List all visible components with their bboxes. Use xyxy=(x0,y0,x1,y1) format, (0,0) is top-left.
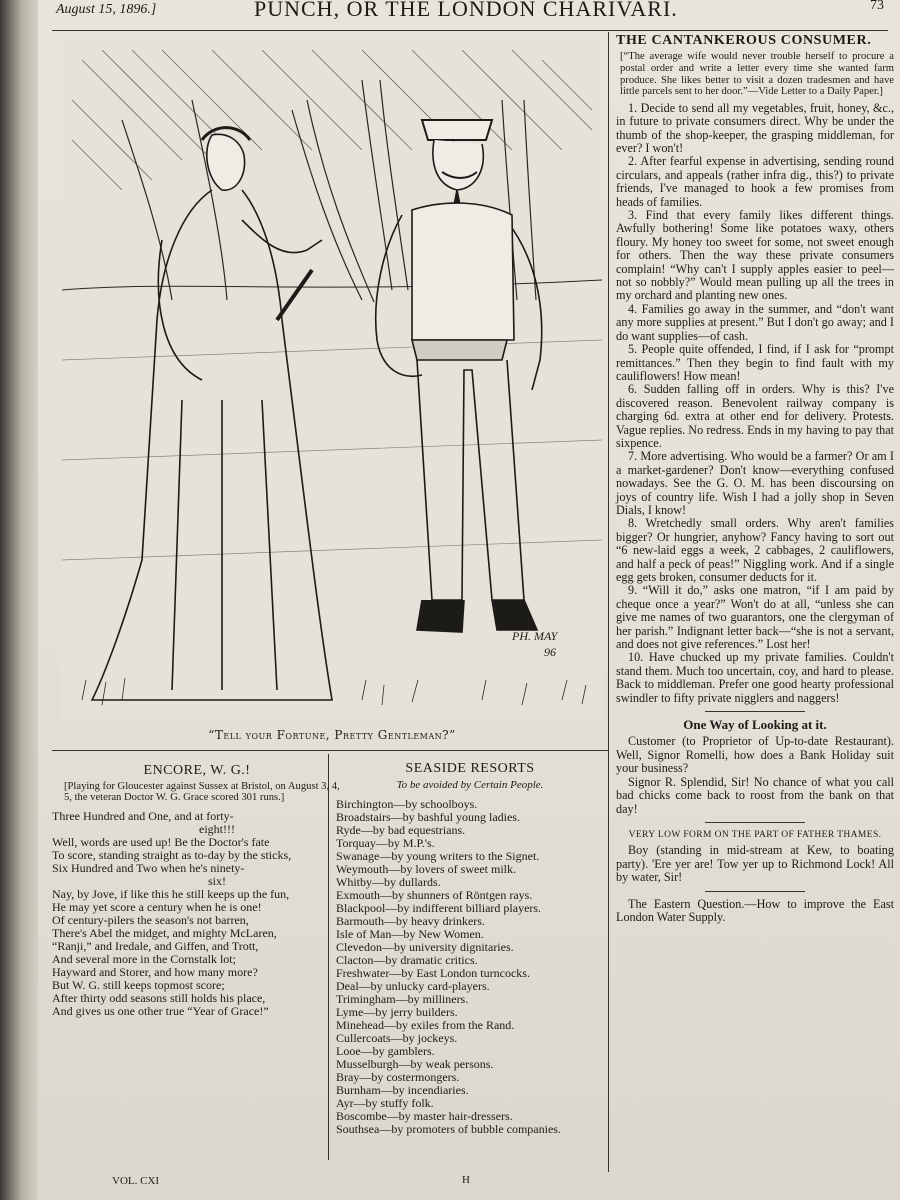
illustration-caption: “Tell your Fortune, Pretty Gentleman?” xyxy=(208,728,456,742)
consumer-paragraph: 4. Families go away in the summer, and “don't want any more supplies at present.” But I don't go away; and I do want supplies—of cash. xyxy=(616,301,894,343)
one-way-text-1: Customer (to Proprietor of Up-to-date Restaurant). Well, Signor Romelli, how does a Bank Holiday suit your business? xyxy=(616,734,894,776)
illustration-bottom-rule xyxy=(52,750,608,751)
poem-line: To score, standing straight as to-day by the sticks, xyxy=(52,847,292,862)
column-rule xyxy=(608,32,609,1172)
resort-item: Boscombe—by master hair-dressers. xyxy=(336,1109,513,1123)
poem-line: He may yet score a century when he is one! xyxy=(52,899,262,914)
resort-item: Isle of Man—by New Women. xyxy=(336,927,484,941)
poem-line: eight!!! xyxy=(199,821,235,836)
header-date: August 15, 1896.] xyxy=(56,2,157,17)
encore-poem xyxy=(52,764,342,1018)
resort-item: Broadstairs—by bashful young ladies. xyxy=(336,810,520,824)
consumer-paragraph: 5. People quite offended, I find, if I ask for “prompt remittances.” Then they begin to find fault with my cauliflowers! How mean! xyxy=(616,342,894,383)
cartoon-drawing xyxy=(62,40,602,720)
resort-item: Swanage—by young writers to the Signet. xyxy=(336,849,540,863)
seaside-title: SEASIDE RESORTS xyxy=(405,761,535,776)
thames-text: Boy (standing in mid-stream at Kew, to boating party). 'Ere yer are! Tow yer up to Richmond Lock! All by water, Sir! xyxy=(616,843,894,885)
poem-line: Six Hundred and Two when he's ninety- xyxy=(52,860,245,875)
resort-item: Looe—by gamblers. xyxy=(336,1044,435,1058)
section-divider xyxy=(705,822,805,823)
page-number: 73 xyxy=(870,0,884,13)
section-divider xyxy=(705,711,805,712)
consumer-paragraph: 7. More advertising. Who would be a farmer? Or am I a market-gardener? Don't know—everything confused nowadays. See the G. O. M. has been discoursing on joys of country life. Wish I had a jolly shop in Seven Dials, I know! xyxy=(616,449,894,517)
consumer-paragraph: 10. Have chucked up my private families. Couldn't stand them. Much too uncertain, coy, and hard to please. Back to middleman. Prefer one good hearty professional swindler to fifty private nigglers and naggers! xyxy=(616,650,894,705)
one-way-text-2: Signor R. Splendid, Sir! No chance of what you call bad chicks come back to roost from the bank on that day! xyxy=(616,774,894,816)
artist-signature: PH. MAY xyxy=(512,629,558,643)
poem-line: But W. G. still keeps topmost score; xyxy=(52,977,225,992)
resort-item: Clacton—by dramatic critics. xyxy=(336,953,478,967)
seaside-subtitle: To be avoided by Certain People. xyxy=(396,779,544,791)
resort-item: Weymouth—by lovers of sweet milk. xyxy=(336,862,517,876)
section-divider xyxy=(705,891,805,892)
resort-item: Cullercoats—by jockeys. xyxy=(336,1031,458,1045)
volume-label: VOL. CXI xyxy=(112,1175,160,1187)
poem-line: Well, words are used up! Be the Doctor's fate xyxy=(52,834,270,849)
poem-line: six! xyxy=(208,873,226,888)
poem-line: And gives us one other true “Year of Grace!” xyxy=(52,1003,269,1018)
page-header xyxy=(38,0,900,34)
resort-item: Blackpool—by indifferent billiard players. xyxy=(336,901,542,915)
svg-text:96: 96 xyxy=(544,645,556,659)
consumer-paragraph: 9. “Will it do,” asks one matron, “if I am paid by cheque once a year?” Won't do at all, “unless she can give me names of two guarantors, one the clergyman of her parish.” Indignant letter back—“she is not a servant, and does not give references.” Lost her! xyxy=(616,583,894,652)
resort-item: Ryde—by bad equestrians. xyxy=(336,823,466,837)
header-title: PUNCH, OR THE LONDON CHARIVARI. xyxy=(254,0,678,21)
consumer-paragraph: 2. After fearful expense in advertising, sending round circulars, and appeals (rather infra dig., this?) to private friends, I've managed to hook a few promises from heads of families. xyxy=(616,154,894,209)
poem-line: Hayward and Storer, and how many more? xyxy=(52,964,258,979)
one-way-title: One Way of Looking at it. xyxy=(683,717,827,733)
poem-line: Nay, by Jove, if like this he still keeps up the fun, xyxy=(52,886,290,901)
poem-line: After thirty odd seasons still holds his place, xyxy=(52,990,266,1005)
seaside-resorts xyxy=(334,762,606,1136)
page-footer xyxy=(38,1172,900,1192)
encore-intro: [Playing for Gloucester against Sussex at Bristol, on August 3, 4, 5, the veteran Doctor W. G. Grace scored 301 runs.] xyxy=(64,781,340,804)
poem-line: And several more in the Cornstalk lot; xyxy=(52,951,236,966)
consumer-paragraphs xyxy=(616,102,894,705)
consumer-paragraph: 1. Decide to send all my vegetables, fruit, honey, &c., in future to private consumers direct. Why be under the thumb of the shop-keeper, the grasping middleman, for ever? I won't! xyxy=(616,100,894,155)
poem-line: “Ranji,” and Iredale, and Giffen, and Trott, xyxy=(52,938,259,953)
resort-item: Freshwater—by East London turncocks. xyxy=(336,966,530,980)
encore-lines xyxy=(52,810,342,1018)
resort-item: Birchington—by schoolboys. xyxy=(336,797,478,811)
thames-title: VERY LOW FORM ON THE PART OF FATHER THAMES. xyxy=(628,829,882,840)
signature-mark: H xyxy=(462,1174,470,1186)
poem-line: Of century-pilers the season's not barren, xyxy=(52,912,249,927)
seaside-list xyxy=(334,798,606,1136)
resort-item: Bray—by costermongers. xyxy=(336,1070,460,1084)
resort-item: Barmouth—by heavy drinkers. xyxy=(336,914,485,928)
resort-item: Lyme—by jerry builders. xyxy=(336,1005,458,1019)
poem-line: There's Abel the midget, and mighty McLaren, xyxy=(52,925,277,940)
consumer-intro: [“The average wife would never trouble herself to procure a postal order and write a letter every time she wanted farm produce. She likes better to visit a dozen tradesmen and have little parcels sent to her door.”—Vide Letter to a Daily Paper.] xyxy=(620,51,894,98)
resort-item: Deal—by unlucky card-players. xyxy=(336,979,490,993)
resort-item: Exmouth—by shunners of Röntgen rays. xyxy=(336,888,533,902)
resort-item: Musselburgh—by weak persons. xyxy=(336,1057,494,1071)
resort-item: Minehead—by exiles from the Rand. xyxy=(336,1018,515,1032)
consumer-paragraph: 8. Wretchedly small orders. Why aren't families bigger? Or hungrier, anyhow? Fancy having to sort out “6 new-laid eggs a week, 2 cabbages, 2 cauliflowers, and half a peck of peas!” Niggling work. And if a single egg gets broken, consumer deducts for it. xyxy=(616,516,894,584)
newspaper-page xyxy=(38,0,900,1200)
eastern-question: The Eastern Question.—How to improve the East London Water Supply. xyxy=(616,896,894,924)
cartoon-illustration xyxy=(62,40,602,720)
consumer-title: THE CANTANKEROUS CONSUMER. xyxy=(616,33,872,48)
resort-item: Clevedon—by university dignitaries. xyxy=(336,940,514,954)
resort-item: Torquay—by M.P.'s. xyxy=(336,836,435,850)
resort-item: Burnham—by incendiaries. xyxy=(336,1083,469,1097)
poem-line: Three Hundred and One, and at forty- xyxy=(52,808,234,823)
consumer-paragraph: 6. Sudden falling off in orders. Why is this? I've discovered reason. Benevolent railway company is charging 6d. extra at other end for delivery. Protests. Vague replies. No redress. Ends in my having to pay that sixpence. xyxy=(616,382,894,450)
consumer-paragraph: 3. Find that every family likes different things. Awfully bothering! Some like potatoes waxy, others floury. My honey too sweet for some, not sweet enough for others. Then the way these private consumers complain! “Why can't I supply apples easier to peel—not so nobbly?” Would mean pulling up all the trees in my orchard and planting new ones. xyxy=(616,208,894,303)
resort-item: Ayr—by stuffy folk. xyxy=(336,1096,434,1110)
book-gutter xyxy=(0,0,40,1200)
resort-item: Whitby—by dullards. xyxy=(336,875,441,889)
header-rule xyxy=(52,30,888,31)
encore-title: ENCORE, W. G.! xyxy=(143,763,251,778)
resort-item: Southsea—by promoters of bubble companies. xyxy=(336,1122,561,1136)
cantankerous-consumer-column xyxy=(616,34,894,924)
resort-item: Trimingham—by milliners. xyxy=(336,992,469,1006)
